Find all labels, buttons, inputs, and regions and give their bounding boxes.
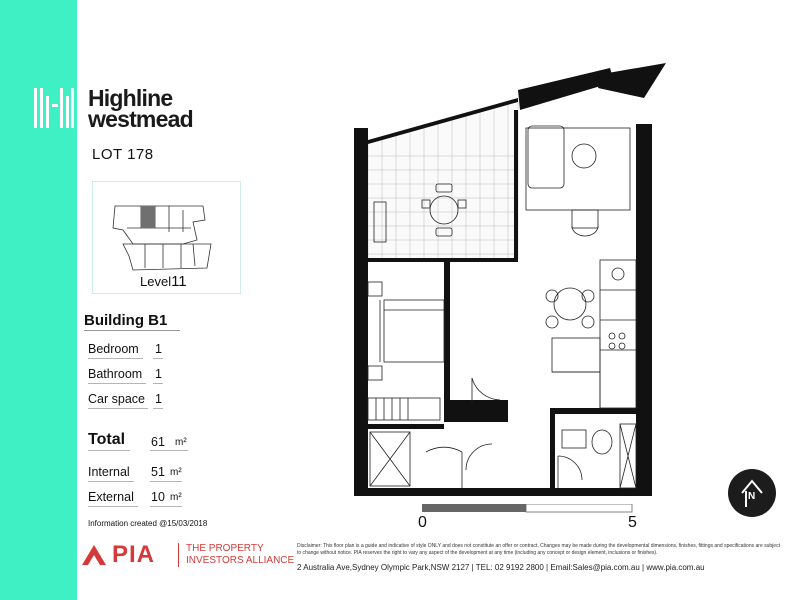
scale-bar: [420, 504, 640, 538]
pia-wordmark: PIA: [112, 541, 156, 568]
spec-bathroom-value: 1: [155, 367, 162, 381]
area-total-label: Total: [88, 431, 126, 448]
floor-plan: [340, 60, 670, 500]
building-underline: [84, 330, 180, 331]
pia-tagline: THE PROPERTY INVESTORS ALLIANCE: [186, 543, 295, 566]
spec-carspace-label: Car space: [88, 392, 145, 406]
pia-separator: [178, 543, 179, 567]
brand-name: Highline westmead: [88, 85, 193, 132]
spec-bathroom-label: Bathroom: [88, 367, 143, 381]
area-total-unit: m²: [175, 437, 187, 448]
area-internal-unit: m²: [170, 467, 182, 478]
disclaimer: Disclaimer: This floor plan is a guide and indicative of style ONLY and does not constitute an offer or contract. Changes may be made during the developmental dimensions, finishes, fittings and specifications are subject to change without notice. PIA reserves the right to vary any aspect of the development at any time (including any concept or design element, inclusions or finishes).: [297, 543, 780, 556]
contact-address: 2 Australia Ave,Sydney Olympic Park,NSW 2127 | TEL: 02 9192 2800 | Email:Sales@pia.com.au | www.pia.com.au: [297, 563, 705, 572]
spec-underline: [88, 383, 146, 384]
area-total-value: 61: [151, 435, 165, 449]
spec-underline: [88, 408, 148, 409]
lot-number: LOT 178: [92, 146, 154, 163]
area-internal-value: 51: [151, 465, 165, 479]
area-external-unit: m²: [170, 492, 182, 503]
spec-underline: [153, 408, 163, 409]
spec-underline: [153, 383, 163, 384]
spec-carspace-value: 1: [155, 392, 162, 406]
area-underline: [150, 481, 182, 482]
north-label: N: [748, 491, 756, 502]
area-underline: [88, 506, 138, 507]
area-underline: [88, 450, 130, 451]
spec-underline: [88, 358, 143, 359]
highline-logo-icon: [34, 88, 74, 128]
level-label: Level11: [140, 273, 187, 290]
area-underline: [150, 506, 182, 507]
area-underline: [88, 481, 134, 482]
spec-bedroom-label: Bedroom: [88, 342, 139, 356]
scale-start: 0: [418, 514, 427, 531]
area-external-label: External: [88, 490, 134, 504]
area-external-value: 10: [151, 490, 165, 504]
scale-end: 5: [628, 514, 637, 531]
area-underline: [150, 450, 188, 451]
info-created: Information created @15/03/2018: [88, 519, 208, 528]
spec-bedroom-value: 1: [155, 342, 162, 356]
spec-underline: [153, 358, 163, 359]
building-name: Building B1: [84, 312, 168, 329]
area-internal-label: Internal: [88, 465, 130, 479]
